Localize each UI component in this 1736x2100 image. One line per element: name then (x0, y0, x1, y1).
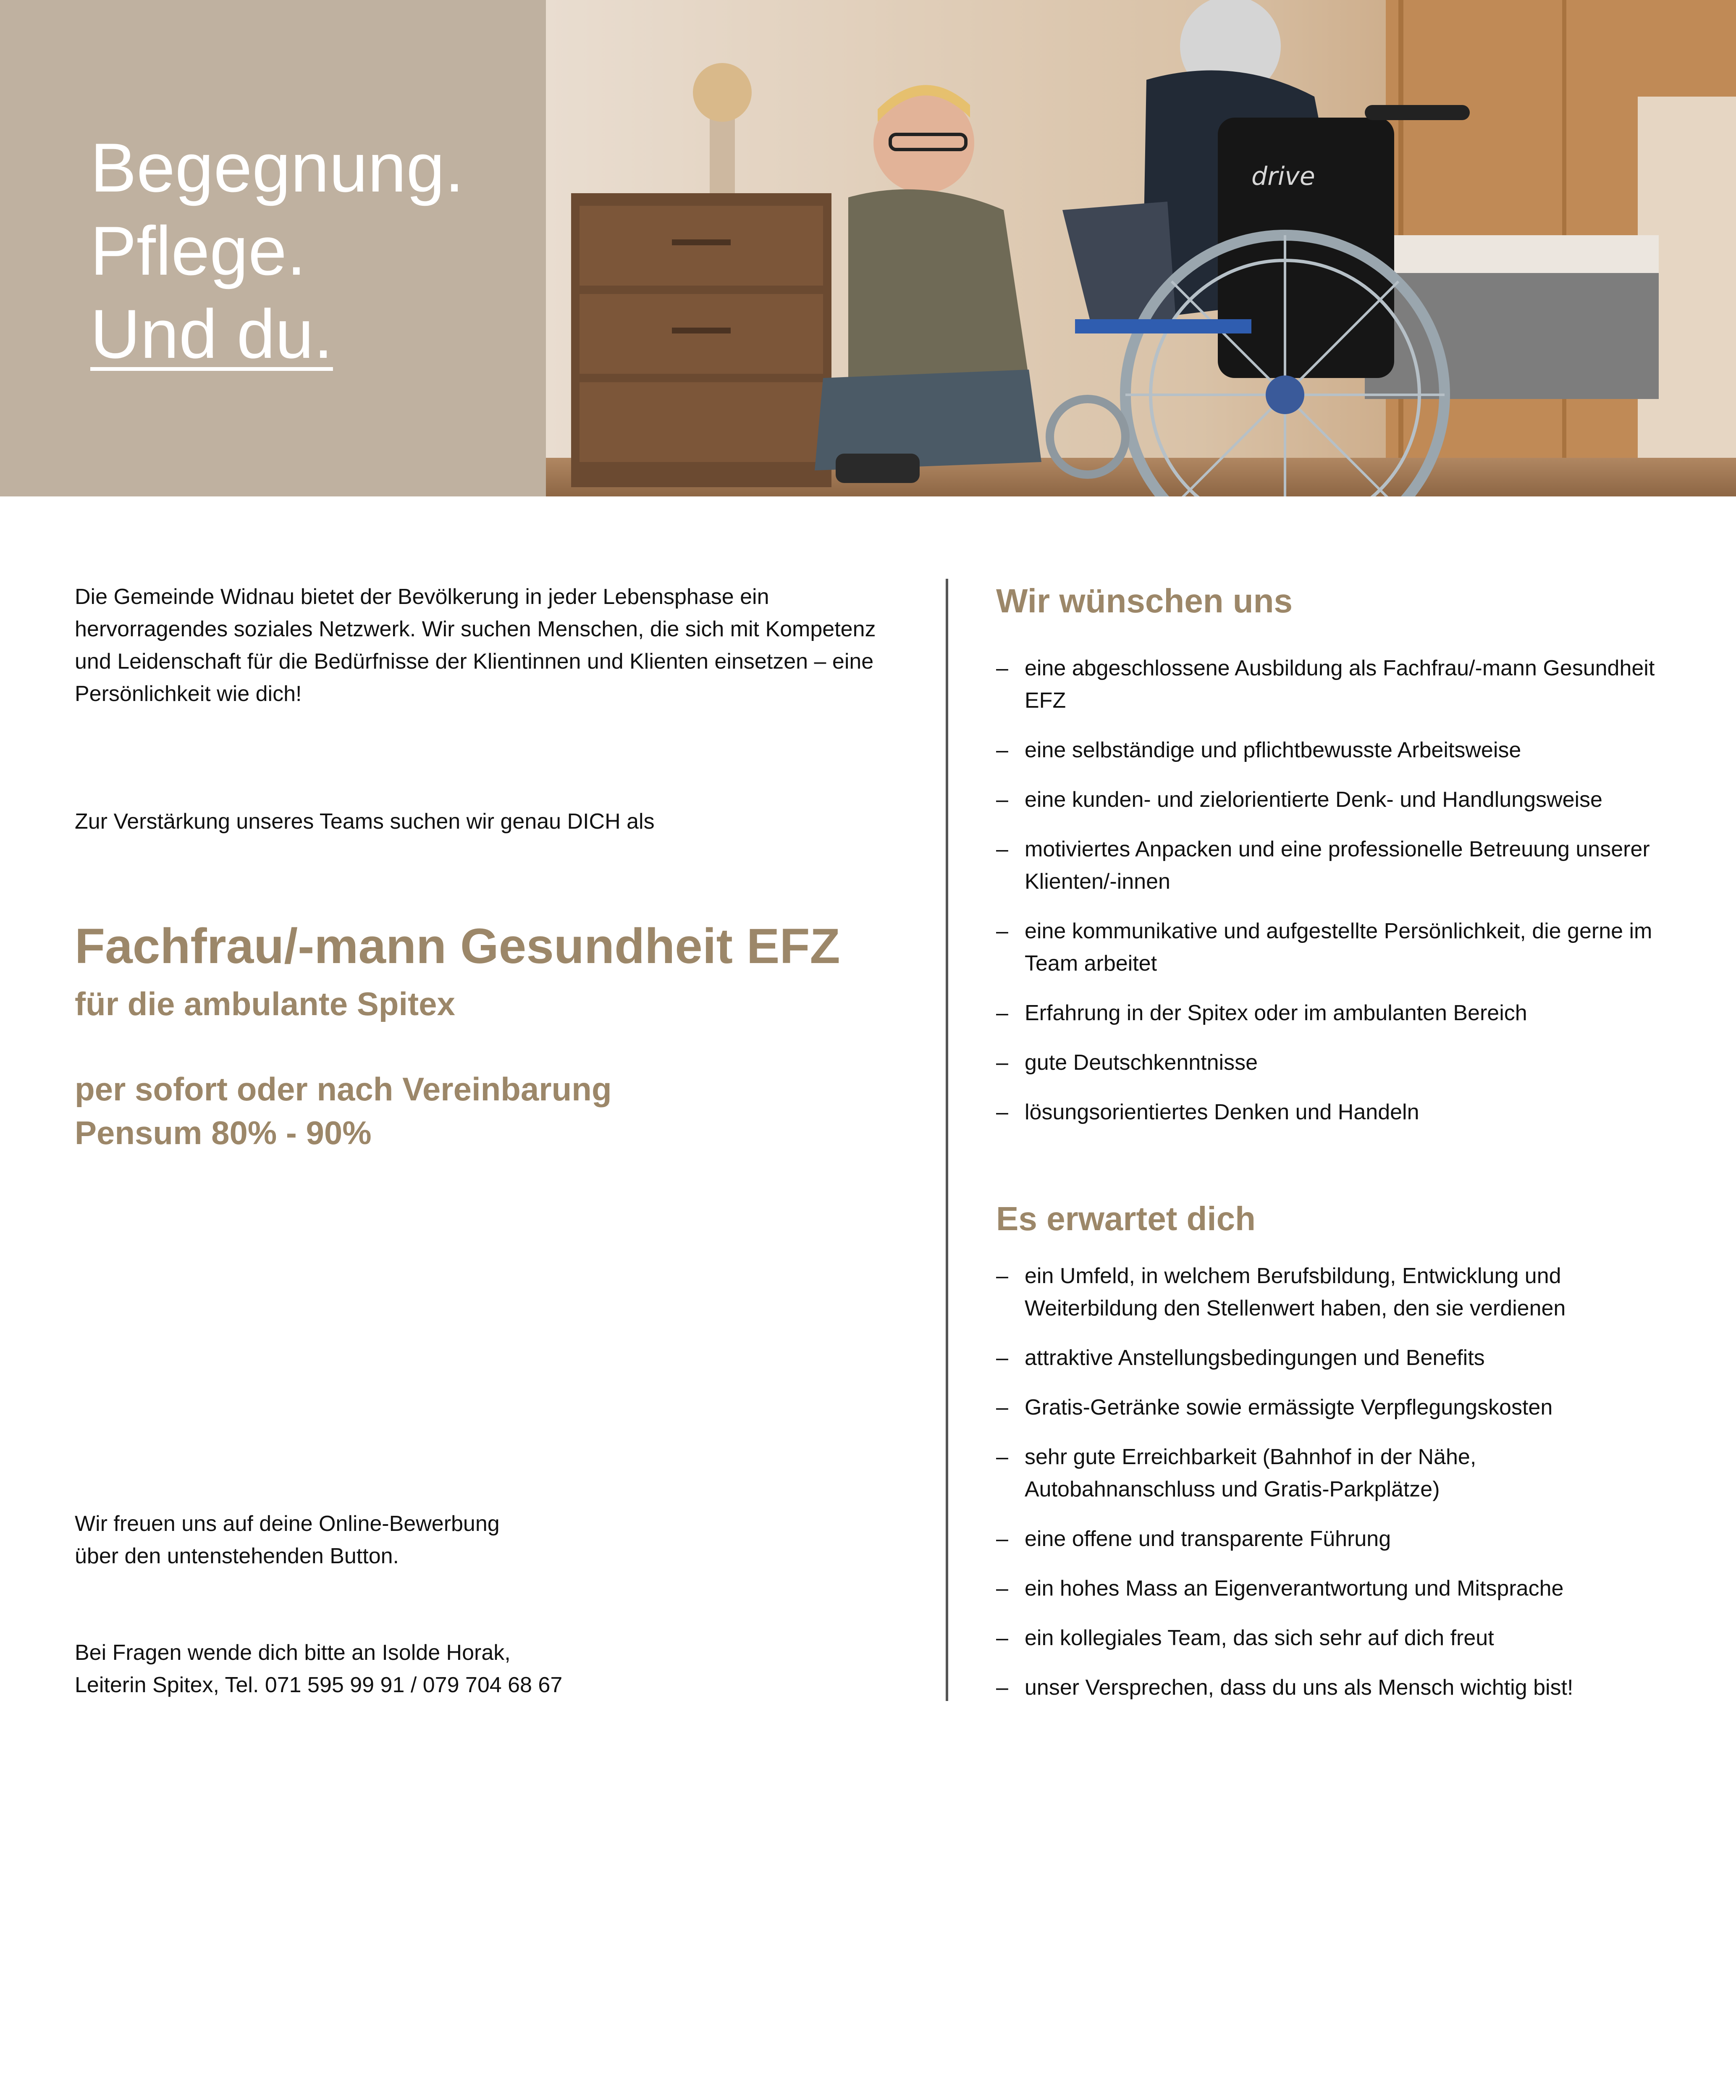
wheelchair-brand-label: drive (1251, 162, 1315, 191)
dash-bullet-icon: – (996, 1576, 1008, 1601)
dash-bullet-icon: – (996, 1395, 1008, 1420)
column-divider (946, 579, 948, 1701)
hero-text-panel (0, 0, 546, 496)
dash-bullet-icon: – (996, 1050, 1008, 1075)
intro-text: Die Gemeinde Widnau bietet der Bevölkerung in jeder Lebensphase ein hervorragendes soziales Netzwerk. Wir suchen Menschen, die sich mit Kompetenz und Leidenschaft für die Bedürfnisse der Klientinnen und Klienten einsetzen – eine Persönlichkeit wie dich! (75, 585, 876, 706)
requirement-text: gute Deutschkenntnisse (1025, 1050, 1258, 1075)
apply-text (75, 1508, 915, 1572)
lead-text: Zur Verstärkung unseres Teams suchen wir genau DICH als (75, 809, 655, 834)
requirement-item (996, 833, 1668, 898)
offer-text: ein hohes Mass an Eigenverantwortung und Mitsprache (1025, 1576, 1564, 1601)
dash-bullet-icon: – (996, 1264, 1008, 1288)
offer-text: ein Umfeld, in welchem Berufsbildung, Entwicklung und Weiterbildung den Stellenwert haben, den sie verdienen (1025, 1264, 1566, 1320)
offer-item (996, 1342, 1668, 1374)
dash-bullet-icon: – (996, 1346, 1008, 1370)
offer-item (996, 1622, 1668, 1654)
job-subtitle: für die ambulante Spitex (75, 985, 455, 1022)
apply-line-1: Wir freuen uns auf deine Online-Bewerbung (75, 1512, 500, 1536)
dash-bullet-icon: – (996, 738, 1008, 762)
hero-banner (0, 0, 1736, 496)
dash-bullet-icon: – (996, 656, 1008, 680)
dash-bullet-icon: – (996, 1626, 1008, 1650)
hero-slogan (90, 126, 464, 375)
offer-item (996, 1391, 1668, 1424)
dash-bullet-icon: – (996, 1001, 1008, 1025)
offer-text: Gratis-Getränke sowie ermässigte Verpflegungskosten (1025, 1395, 1553, 1420)
requirement-text: eine kommunikative und aufgestellte Persönlichkeit, die gerne im Team arbeitet (1025, 919, 1652, 976)
apply-line-2: über den untenstehenden Button. (75, 1544, 399, 1568)
job-title: Fachfrau/-mann Gesundheit EFZ (75, 919, 840, 974)
requirement-item (996, 915, 1668, 980)
dash-bullet-icon: – (996, 788, 1008, 812)
requirements-list (996, 652, 1668, 1146)
hero-line-2: Pflege. (90, 212, 306, 289)
contact-line-2: Leiterin Spitex, Tel. 071 595 99 91 / 079 704 68 67 (75, 1673, 563, 1697)
caregiver-with-wheelchair-photo (546, 0, 1736, 496)
requirement-text: motiviertes Anpacken und eine professionelle Betreuung unserer Klienten/-innen (1025, 837, 1650, 894)
offer-item (996, 1441, 1668, 1506)
requirement-text: Erfahrung in der Spitex oder im ambulanten Bereich (1025, 1001, 1527, 1025)
dash-bullet-icon: – (996, 1527, 1008, 1551)
requirement-item (996, 784, 1668, 816)
hero-line-3: Und du. (90, 295, 333, 373)
dash-bullet-icon: – (996, 919, 1008, 943)
contact-line-1: Bei Fragen wende dich bitte an Isolde Horak, (75, 1641, 511, 1665)
hero-line-1: Begegnung. (90, 129, 464, 206)
offer-item (996, 1572, 1668, 1605)
offer-text: unser Versprechen, dass du uns als Mensch wichtig bist! (1025, 1675, 1573, 1700)
dash-bullet-icon: – (996, 1675, 1008, 1700)
requirement-text: eine kunden- und zielorientierte Denk- und Handlungsweise (1025, 788, 1602, 812)
contact-text (75, 1637, 915, 1701)
offer-text: attraktive Anstellungsbedingungen und Benefits (1025, 1346, 1485, 1370)
dash-bullet-icon: – (996, 1100, 1008, 1124)
requirement-item (996, 1096, 1668, 1129)
requirement-item (996, 997, 1668, 1029)
requirement-item (996, 734, 1668, 766)
requirements-heading: Wir wünschen uns (996, 582, 1293, 620)
offer-list (996, 1260, 1668, 1721)
offer-item (996, 1672, 1668, 1704)
offer-text: eine offene und transparente Führung (1025, 1527, 1391, 1551)
requirement-text: lösungsorientiertes Denken und Handeln (1025, 1100, 1419, 1124)
job-start-date: per sofort oder nach Vereinbarung (75, 1071, 612, 1108)
offer-item (996, 1523, 1668, 1555)
requirement-text: eine abgeschlossene Ausbildung als Fachfrau/-mann Gesundheit EFZ (1025, 656, 1655, 713)
dash-bullet-icon: – (996, 837, 1008, 861)
requirement-text: eine selbständige und pflichtbewusste Arbeitsweise (1025, 738, 1521, 762)
requirement-item (996, 652, 1668, 717)
dash-bullet-icon: – (996, 1445, 1008, 1469)
offer-text: ein kollegiales Team, das sich sehr auf dich freut (1025, 1626, 1494, 1650)
offer-item (996, 1260, 1668, 1325)
offer-heading: Es erwartet dich (996, 1200, 1256, 1237)
job-pensum: Pensum 80% - 90% (75, 1114, 372, 1151)
requirement-item (996, 1047, 1668, 1079)
offer-text: sehr gute Erreichbarkeit (Bahnhof in der Nähe, Autobahnanschluss und Gratis-Parkplätze) (1025, 1445, 1476, 1502)
